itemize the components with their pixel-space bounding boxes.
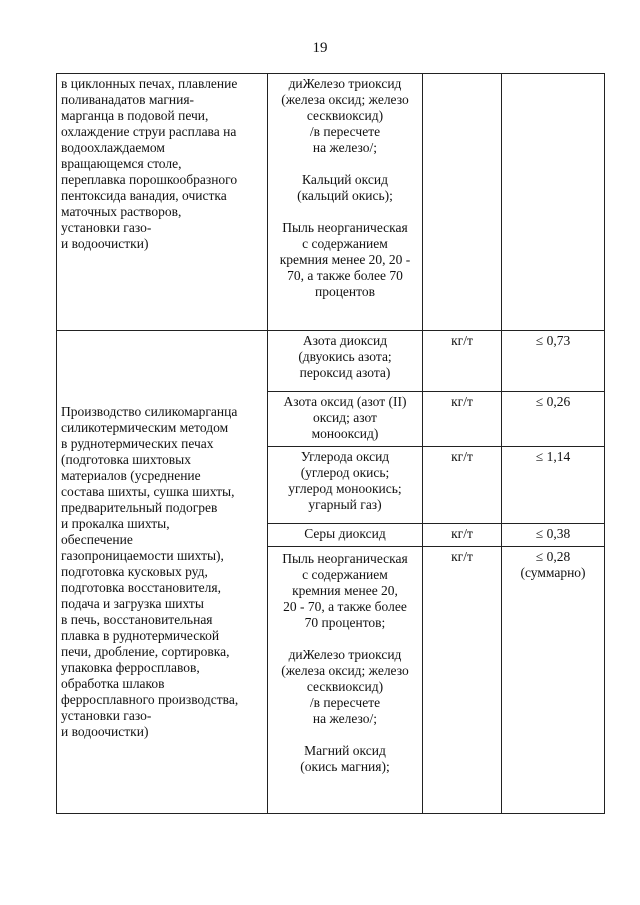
text-line: ≤ 0,26 (535, 394, 571, 409)
text-line: плавка в руднотермической (61, 628, 220, 643)
substance-line: Кальций оксид (302, 172, 388, 187)
text-line: состава шихты, сушка шихты, (61, 484, 235, 499)
text-line: (суммарно) (520, 565, 586, 580)
substance-line: на железо/; (312, 140, 378, 155)
text-line: водоохлаждаемом (61, 140, 165, 155)
value-cell (502, 392, 605, 447)
text-line: и водоочистки) (61, 724, 149, 739)
table-row (57, 74, 605, 331)
text-line: пентоксида ванадия, очистка (61, 188, 227, 203)
substance-line: (двуокись азота; (298, 349, 392, 364)
substance-line: оксид; азот (313, 410, 377, 425)
substance-line: Пыль неорганическая (282, 220, 408, 235)
text-line: упаковка ферросплавов, (61, 660, 200, 675)
substance-name (268, 392, 423, 447)
text-line: предварительный подогрев (61, 500, 218, 515)
text-line: обработка шлаков (61, 676, 165, 691)
substance-line: (железа оксид; железо (281, 663, 409, 678)
substance-name (268, 331, 423, 392)
text-line: маточных растворов, (61, 204, 182, 219)
value-cell (502, 524, 605, 547)
text-line: ≤ 0,28 (535, 549, 571, 564)
text-line: установки газо- (61, 708, 152, 723)
substance-line: Пыль неорганическая (282, 551, 408, 566)
value-cell (502, 331, 605, 392)
text-line: марганца в подовой печи, (61, 108, 209, 123)
substance-line: сесквиоксид) (306, 679, 384, 694)
substance-line: процентов (314, 284, 375, 299)
text-line: Производство силикомарганца (61, 404, 238, 419)
text-line: поливанадатов магния- (61, 92, 195, 107)
substance-line: диЖелезо триоксид (288, 76, 402, 91)
text-line: подача и загрузка шихты (61, 596, 204, 611)
text-line: переплавка порошкообразного (61, 172, 238, 187)
text-line: вращающемся столе, (61, 156, 182, 171)
text-line: подготовка восстановителя, (61, 580, 221, 595)
unit-cell: кг/т (423, 524, 502, 547)
substance-line: 70 процентов; (304, 615, 386, 630)
substance-line: кремния менее 20, (292, 583, 398, 598)
unit-cell: кг/т (423, 447, 502, 524)
substance-list (268, 547, 423, 814)
substance-line: угарный газ) (308, 497, 382, 512)
text-line: в руднотермических печах (61, 436, 214, 451)
substance-name (268, 447, 423, 524)
substance-line: с содержанием (302, 236, 388, 251)
text-line: ≤ 1,14 (535, 449, 571, 464)
substance-line: углерод моноокись; (288, 481, 402, 496)
text-line: (подготовка шихтовых (61, 452, 191, 467)
process-description (57, 331, 268, 814)
value-cell (502, 447, 605, 524)
text-line: газопроницаемости шихты), (61, 548, 224, 563)
block-spacer (272, 204, 418, 220)
text-line: охлаждение струи расплава на (61, 124, 237, 139)
value-cell (502, 74, 605, 331)
unit-cell: кг/т (423, 331, 502, 392)
unit-cell: кг/т (423, 547, 502, 814)
block-spacer (272, 156, 418, 172)
substance-line: (окись магния); (300, 759, 390, 774)
substance-line: диЖелезо триоксид (288, 647, 402, 662)
unit-cell (423, 74, 502, 331)
table-row (57, 331, 605, 392)
substance-line: /в пересчете (309, 695, 381, 710)
text-line: силикотермическим методом (61, 420, 229, 435)
unit-cell: кг/т (423, 392, 502, 447)
text-line: ≤ 0,73 (535, 333, 571, 348)
substance-line: 20 - 70, а также более (283, 599, 407, 614)
substance-line: (углерод окись; (300, 465, 390, 480)
text-line: ферросплавного производства, (61, 692, 239, 707)
emission-table (56, 73, 605, 814)
text-line: печи, дробление, сортировка, (61, 644, 230, 659)
text-line: и водоочистки) (61, 236, 149, 251)
substance-line: Углерода оксид (300, 449, 390, 464)
process-description (57, 74, 268, 331)
substance-list (268, 74, 423, 331)
substance-line: Азота оксид (азот (II) (283, 394, 407, 409)
text-line: в печь, восстановительная (61, 612, 213, 627)
text-line: подготовка кусковых руд, (61, 564, 208, 579)
substance-line: Магний оксид (304, 743, 386, 758)
substance-line: с содержанием (302, 567, 388, 582)
page-number: 19 (312, 40, 328, 56)
text-line: ≤ 0,38 (535, 526, 571, 541)
text-line: и прокалка шихты, (61, 516, 170, 531)
substance-line: (кальций окись); (297, 188, 393, 203)
substance-line: Серы диоксид (304, 526, 386, 541)
substance-name (268, 524, 423, 547)
text-line: обеспечение (61, 532, 133, 547)
text-line: в циклонных печах, плавление (61, 76, 238, 91)
substance-line: (железа оксид; железо (281, 92, 409, 107)
block-spacer (272, 631, 418, 647)
substance-line: /в пересчете (309, 124, 381, 139)
substance-line: Азота диоксид (302, 333, 388, 348)
substance-line: кремния менее 20, 20 - (279, 252, 411, 267)
substance-line: 70, а также более 70 (287, 268, 403, 283)
block-spacer (272, 727, 418, 743)
value-cell (502, 547, 605, 814)
text-line: материалов (усреднение (61, 468, 201, 483)
substance-line: на железо/; (312, 711, 378, 726)
substance-line: монооксид) (311, 426, 379, 441)
substance-line: пероксид азота) (299, 365, 391, 380)
substance-line: сесквиоксид) (306, 108, 384, 123)
text-line: установки газо- (61, 220, 152, 235)
